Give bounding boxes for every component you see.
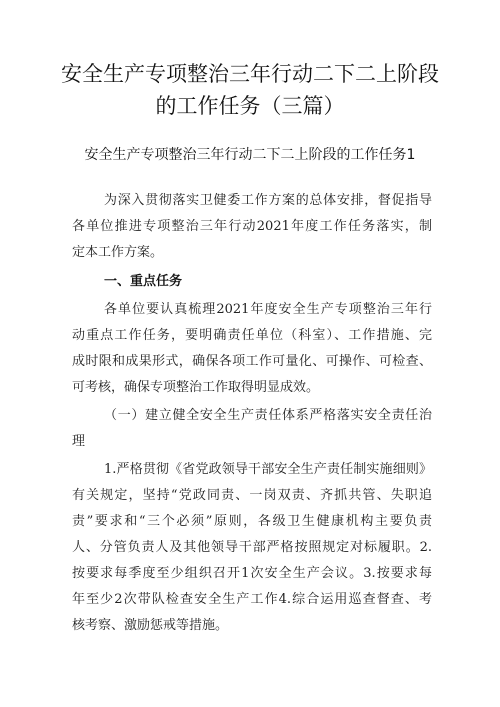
section-heading: 一、重点任务: [104, 274, 183, 289]
subsection-heading-line: 理: [72, 434, 86, 449]
section1-line: 成时限和成果形式，确保各项工作可量化、可操作、可检查、: [72, 354, 432, 369]
item1-line: 有关规定，坚持“党政同责、一岗双责、齐抓共管、失职追: [72, 488, 432, 503]
item1-line: 1.严格贯彻《省党政领导干部安全生产责任制实施细则》: [104, 462, 432, 477]
subsection-heading-line: （一）建立健全安全生产责任体系严格落实安全责任治: [104, 408, 432, 423]
item1-line: 年至少2次带队检查安全生产工作4.综合运用巡查督查、考: [72, 592, 432, 607]
item1-line: 核考察、激励惩戒等措施。: [72, 618, 229, 633]
item1-line: 按要求每季度至少组织召开1次安全生产会议。3.按要求每: [72, 566, 432, 581]
section1-line: 动重点工作任务，要明确责任单位（科室）、工作措施、完: [72, 328, 432, 343]
intro-line: 为深入贯彻落实卫健委工作方案的总体安排，督促指导: [104, 193, 432, 208]
document-title-line-1: 安全生产专项整治三年行动二下二上阶段: [61, 62, 439, 86]
intro-line: 定本工作方案。: [72, 245, 164, 260]
item1-line: 人、分管负责人及其他领导干部严格按照规定对标履职。2.: [72, 540, 432, 555]
section1-line: 可考核，确保专项整治工作取得明显成效。: [72, 380, 320, 395]
item1-line: 责”要求和“三个必须”原则，各级卫生健康机构主要负责: [72, 514, 432, 529]
document-subtitle: 安全生产专项整治三年行动二下二上阶段的工作任务1: [84, 147, 416, 163]
intro-line: 各单位推进专项整治三年行动2021年度工作任务落实，制: [72, 219, 432, 234]
section1-line: 各单位要认真梳理2021年度安全生产专项整治三年行: [104, 302, 432, 317]
document-title-line-2: 的工作任务（三篇）: [155, 94, 345, 118]
